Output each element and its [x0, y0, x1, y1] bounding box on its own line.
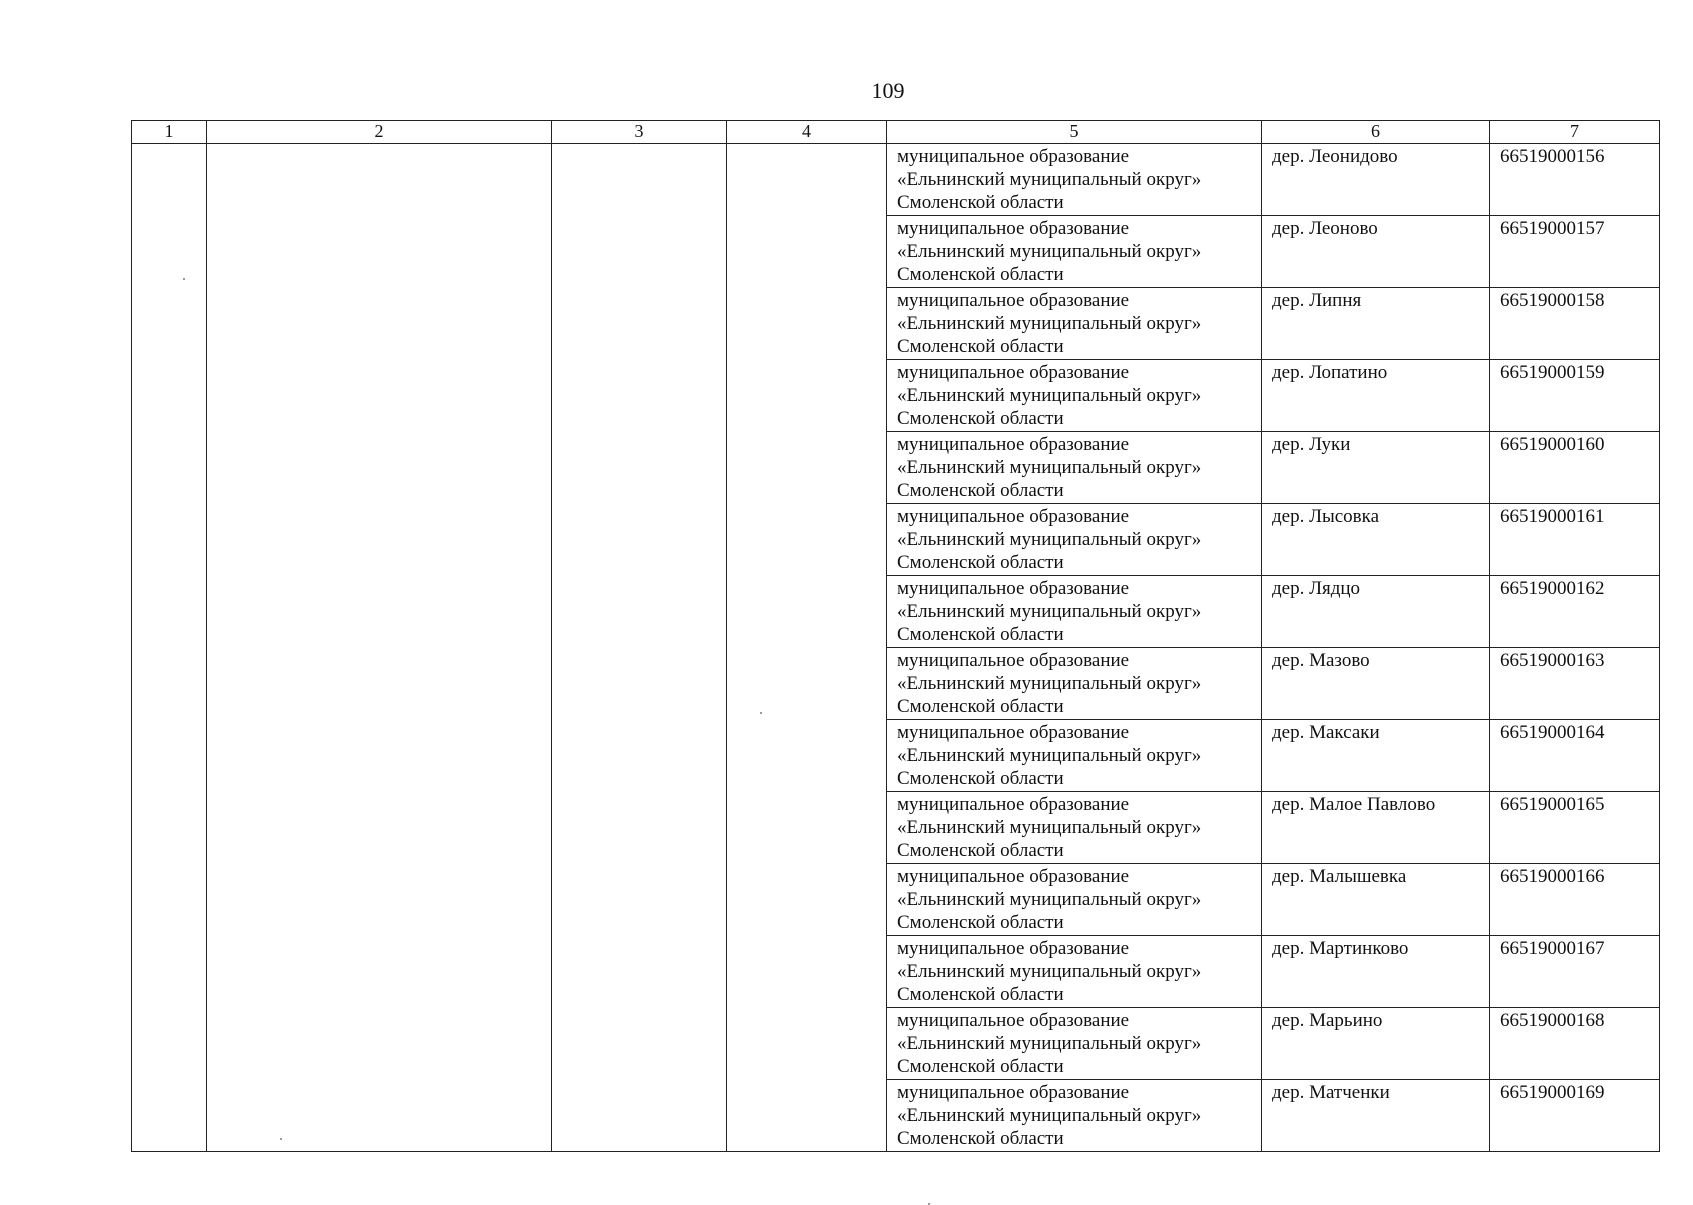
- settlement-cell: дер. Максаки: [1262, 720, 1490, 792]
- municipality-cell: [887, 216, 1262, 288]
- column-header-6: 6: [1262, 121, 1490, 144]
- municipality-cell: [887, 1080, 1262, 1152]
- oktmo-code-cell: 66519000157: [1490, 216, 1660, 288]
- municipality-line: Смоленской области: [897, 264, 1064, 285]
- municipality-line: Смоленской области: [897, 696, 1064, 717]
- scan-speck: [280, 1138, 282, 1140]
- municipality-line: муниципальное образование: [897, 434, 1130, 455]
- municipality-line: муниципальное образование: [897, 290, 1130, 311]
- table-row: [132, 144, 1660, 216]
- settlement-cell: дер. Леоново: [1262, 216, 1490, 288]
- municipality-line: «Ельнинский муниципальный округ»: [897, 385, 1202, 406]
- column-4-cell: [727, 144, 887, 1152]
- municipality-line: муниципальное образование: [897, 650, 1130, 671]
- settlement-cell: дер. Марьино: [1262, 1008, 1490, 1080]
- settlement-cell: дер. Малое Павлово: [1262, 792, 1490, 864]
- municipality-line: «Ельнинский муниципальный округ»: [897, 457, 1202, 478]
- municipality-line: муниципальное образование: [897, 938, 1130, 959]
- scan-speck: [760, 712, 762, 714]
- scan-speck: [183, 278, 185, 280]
- municipality-line: «Ельнинский муниципальный округ»: [897, 1033, 1202, 1054]
- municipality-line: «Ельнинский муниципальный округ»: [897, 241, 1202, 262]
- oktmo-code-cell: 66519000167: [1490, 936, 1660, 1008]
- column-header-3: 3: [552, 121, 727, 144]
- municipality-line: Смоленской области: [897, 408, 1064, 429]
- municipality-line: муниципальное образование: [897, 1082, 1130, 1103]
- municipality-cell: [887, 720, 1262, 792]
- municipality-cell: [887, 504, 1262, 576]
- municipality-line: «Ельнинский муниципальный округ»: [897, 601, 1202, 622]
- column-header-4: 4: [727, 121, 887, 144]
- municipality-line: муниципальное образование: [897, 146, 1130, 167]
- oktmo-code-cell: 66519000165: [1490, 792, 1660, 864]
- municipality-cell: [887, 1008, 1262, 1080]
- municipality-line: «Ельнинский муниципальный округ»: [897, 961, 1202, 982]
- municipality-line: «Ельнинский муниципальный округ»: [897, 817, 1202, 838]
- municipality-line: «Ельнинский муниципальный округ»: [897, 313, 1202, 334]
- settlements-table: [131, 120, 1660, 1152]
- oktmo-code-cell: 66519000160: [1490, 432, 1660, 504]
- municipality-cell: [887, 792, 1262, 864]
- municipality-cell: [887, 648, 1262, 720]
- municipality-line: муниципальное образование: [897, 794, 1130, 815]
- municipality-cell: [887, 936, 1262, 1008]
- settlement-cell: дер. Лядцо: [1262, 576, 1490, 648]
- settlement-cell: дер. Липня: [1262, 288, 1490, 360]
- column-header-5: 5: [887, 121, 1262, 144]
- settlement-cell: дер. Луки: [1262, 432, 1490, 504]
- municipality-line: Смоленской области: [897, 336, 1064, 357]
- settlement-cell: дер. Матченки: [1262, 1080, 1490, 1152]
- municipality-cell: [887, 144, 1262, 216]
- settlement-cell: дер. Лысовка: [1262, 504, 1490, 576]
- municipality-line: Смоленской области: [897, 552, 1064, 573]
- municipality-line: «Ельнинский муниципальный округ»: [897, 169, 1202, 190]
- column-number-row: [132, 121, 1660, 144]
- settlement-cell: дер. Мартинково: [1262, 936, 1490, 1008]
- oktmo-code-cell: 66519000163: [1490, 648, 1660, 720]
- municipality-line: Смоленской области: [897, 984, 1064, 1005]
- oktmo-code-cell: 66519000166: [1490, 864, 1660, 936]
- municipality-line: Смоленской области: [897, 912, 1064, 933]
- municipality-cell: [887, 864, 1262, 936]
- municipality-line: муниципальное образование: [897, 578, 1130, 599]
- municipality-line: «Ельнинский муниципальный округ»: [897, 529, 1202, 550]
- oktmo-code-cell: 66519000156: [1490, 144, 1660, 216]
- municipality-cell: [887, 360, 1262, 432]
- municipality-line: муниципальное образование: [897, 362, 1130, 383]
- municipality-line: Смоленской области: [897, 480, 1064, 501]
- oktmo-code-cell: 66519000159: [1490, 360, 1660, 432]
- oktmo-code-cell: 66519000162: [1490, 576, 1660, 648]
- settlement-cell: дер. Леонидово: [1262, 144, 1490, 216]
- municipality-line: Смоленской области: [897, 1128, 1064, 1149]
- column-header-2: 2: [207, 121, 552, 144]
- column-header-1: 1: [132, 121, 207, 144]
- column-1-cell: [132, 144, 207, 1152]
- oktmo-code-cell: 66519000158: [1490, 288, 1660, 360]
- page-number: 109: [871, 78, 905, 103]
- column-2-cell: [207, 144, 552, 1152]
- settlement-cell: дер. Мазово: [1262, 648, 1490, 720]
- settlement-cell: дер. Лопатино: [1262, 360, 1490, 432]
- oktmo-code-cell: 66519000164: [1490, 720, 1660, 792]
- municipality-line: муниципальное образование: [897, 506, 1130, 527]
- municipality-cell: [887, 576, 1262, 648]
- column-3-cell: [552, 144, 727, 1152]
- municipality-line: Смоленской области: [897, 840, 1064, 861]
- municipality-line: муниципальное образование: [897, 722, 1130, 743]
- municipality-line: «Ельнинский муниципальный округ»: [897, 745, 1202, 766]
- oktmo-code-cell: 66519000169: [1490, 1080, 1660, 1152]
- municipality-line: муниципальное образование: [897, 218, 1130, 239]
- municipality-line: «Ельнинский муниципальный округ»: [897, 889, 1202, 910]
- oktmo-code-cell: 66519000168: [1490, 1008, 1660, 1080]
- municipality-cell: [887, 288, 1262, 360]
- municipality-line: муниципальное образование: [897, 1010, 1130, 1031]
- municipality-line: Смоленской области: [897, 192, 1064, 213]
- municipality-line: муниципальное образование: [897, 866, 1130, 887]
- municipality-line: Смоленской области: [897, 1056, 1064, 1077]
- municipality-line: «Ельнинский муниципальный округ»: [897, 1105, 1202, 1126]
- column-header-7: 7: [1490, 121, 1660, 144]
- oktmo-code-cell: 66519000161: [1490, 504, 1660, 576]
- municipality-line: Смоленской области: [897, 768, 1064, 789]
- municipality-line: Смоленской области: [897, 624, 1064, 645]
- municipality-line: «Ельнинский муниципальный округ»: [897, 673, 1202, 694]
- municipality-cell: [887, 432, 1262, 504]
- settlement-cell: дер. Малышевка: [1262, 864, 1490, 936]
